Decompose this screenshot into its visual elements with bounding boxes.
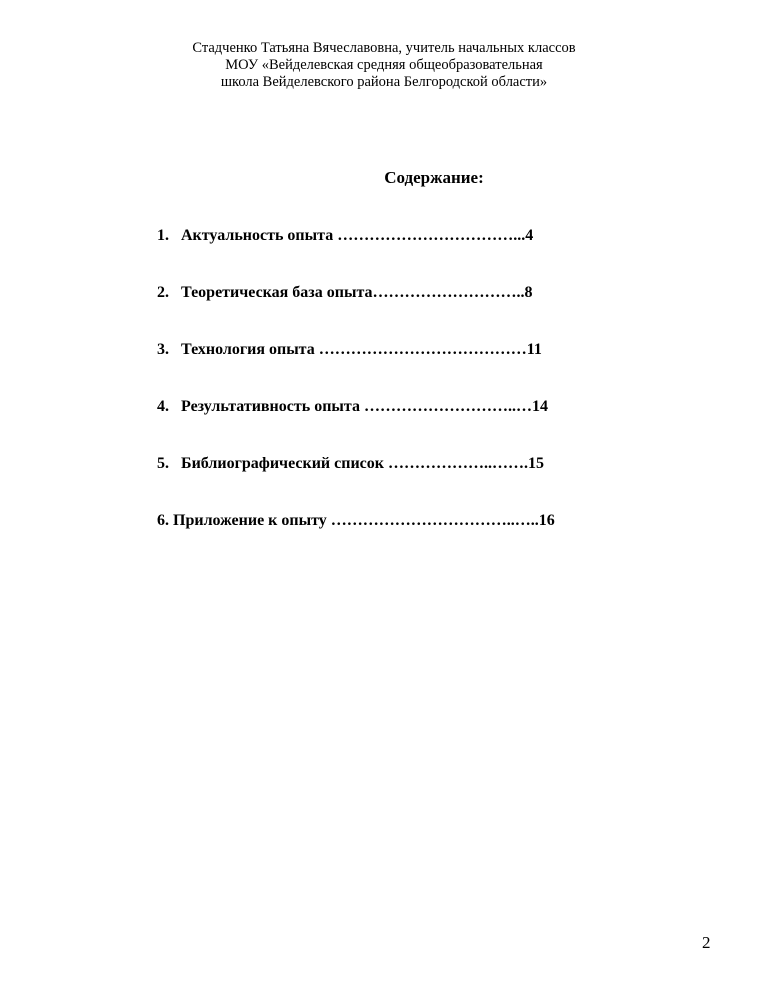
toc-entry — [157, 511, 555, 530]
toc-entry-number: 3. — [157, 341, 169, 358]
toc-entry — [157, 340, 542, 359]
toc-entry-number: 4. — [157, 398, 169, 415]
page-number: 2 — [702, 933, 711, 952]
toc-entry-text: Технология опыта …………………………………11 — [181, 341, 542, 358]
toc-entry-text: Результативность опыта ………………………..…14 — [181, 398, 548, 415]
header-school-line: МОУ «Вейделевская средняя общеобразовательная — [225, 57, 543, 73]
toc-entry-text: Приложение к опыту ……………………………..…..16 — [173, 512, 555, 529]
toc-entry — [157, 226, 533, 245]
toc-entry-number: 2. — [157, 284, 169, 301]
header-district-line: школа Вейделевского района Белгородской области» — [220, 74, 548, 90]
toc-entry-number: 5. — [157, 455, 169, 472]
header-author-line: Стадченко Татьяна Вячеславовна, учитель начальных классов — [192, 40, 576, 56]
toc-entry-text: Теоретическая база опыта………………………..8 — [181, 284, 533, 301]
toc-entry-text: Библиографический список ………………..…….15 — [181, 455, 544, 472]
toc-entry — [157, 454, 544, 473]
toc-entry-text: Актуальность опыта ……………………………...4 — [181, 227, 534, 244]
toc-entry — [157, 283, 533, 302]
toc-entry-number: 6. — [157, 512, 169, 529]
toc-title: Содержание: — [384, 168, 484, 187]
toc-entry-number: 1. — [157, 227, 169, 244]
toc-entry — [157, 397, 548, 416]
